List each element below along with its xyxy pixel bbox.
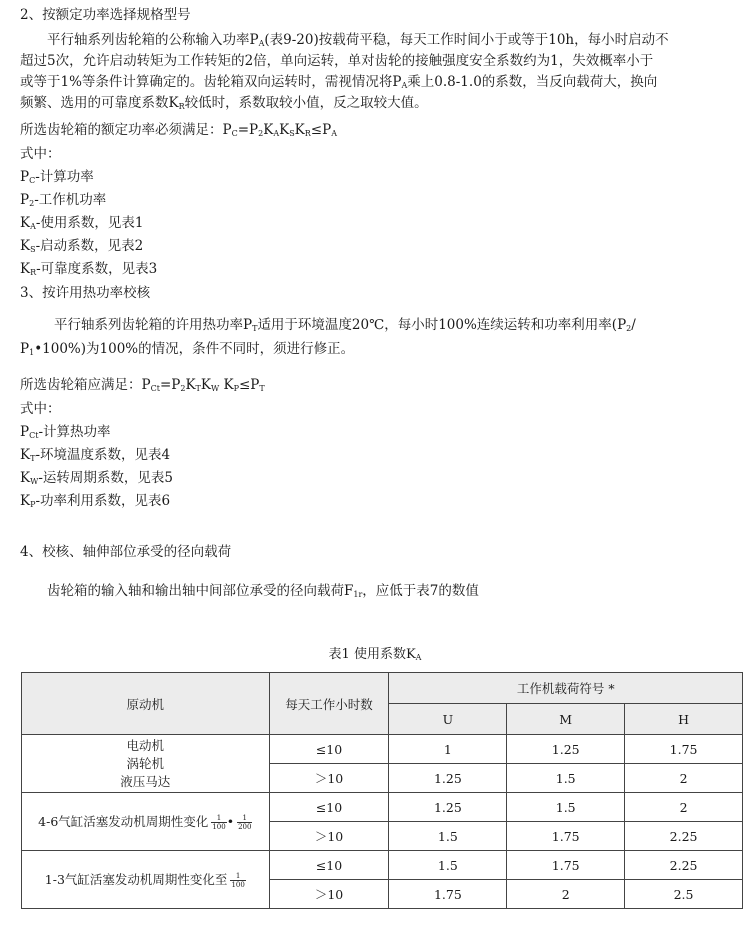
- section-3-heading: 3、按许用热功率校核: [20, 285, 151, 301]
- cell-hours: ≤10: [269, 735, 389, 764]
- prime-mover-1-3-cylinder: 1-3气缸活塞发动机周期性变化至 $\frac{1}{100}$: [22, 851, 270, 909]
- header-prime-mover: 原动机: [22, 673, 270, 735]
- table-1-service-factor: [21, 672, 743, 909]
- section-3-where: 式中：: [20, 401, 61, 417]
- cell-h: 2.5: [625, 880, 743, 909]
- cell-u: 1: [389, 735, 507, 764]
- cell-h: 1.75: [625, 735, 743, 764]
- section-2-heading: 2、按额定功率选择规格型号: [20, 7, 191, 23]
- section-2-where: 式中：: [20, 146, 61, 162]
- header-load-h: H: [625, 704, 743, 735]
- header-load-symbol: 工作机载荷符号 *: [389, 673, 743, 704]
- cell-u: 1.5: [389, 822, 507, 851]
- def-kr: $K_R-$可靠度系数，见表3: [20, 261, 158, 277]
- cell-m: 1.25: [507, 735, 625, 764]
- cell-u: 1.25: [389, 793, 507, 822]
- table-row: [22, 735, 743, 764]
- cell-u: 1.25: [389, 764, 507, 793]
- table-row: [22, 793, 743, 822]
- section-2-para-line-2: 超过5次，允许启动转矩为工作转矩的2倍，单向运转，单对齿轮的接触强度安全系数约为1，失效概率小于: [20, 53, 654, 69]
- cell-m: 1.5: [507, 764, 625, 793]
- header-hours-per-day: 每天工作小时数: [269, 673, 389, 735]
- def-kp: $K_P-$功率利用系数，见表6: [20, 493, 171, 509]
- def-pct: $P_{Ct}-$计算热功率: [20, 424, 111, 440]
- section-4-heading: 4、校核、轴伸部位承受的径向载荷: [20, 544, 232, 560]
- cell-h: 2.25: [625, 851, 743, 880]
- cell-hours: ＞10: [269, 822, 389, 851]
- def-kt: $K_T-$环境温度系数，见表4: [20, 447, 171, 463]
- cell-hours: ≤10: [269, 793, 389, 822]
- table-row: [22, 851, 743, 880]
- section-2-para-line-4: 频繁、选用的可靠度系数$K_R$较低时，系数取较小值，反之取较大值。: [20, 95, 428, 111]
- section-3-para-line-1: 平行轴系列齿轮箱的许用热功率$P_T$适用于环境温度20℃，每小时100%连续运转和功率利用率($P_2/$: [54, 317, 636, 333]
- cell-hours: ≤10: [269, 851, 389, 880]
- cell-m: 1.75: [507, 851, 625, 880]
- table-1-caption: 表1 使用系数$K_A$: [328, 647, 422, 662]
- header-load-u: U: [389, 704, 507, 735]
- section-2-para-line-3: 或等于1%等条件计算确定的。齿轮箱双向运转时，需视情况将$P_A$乘上0.8-1.0的系数，当反向载荷大，换向: [20, 74, 658, 90]
- cell-m: 1.75: [507, 822, 625, 851]
- cell-hours: ＞10: [269, 764, 389, 793]
- cell-h: 2: [625, 793, 743, 822]
- section-3-para-line-2: $P_1•100\%$)为100%的情况，条件不同时，须进行修正。: [20, 341, 355, 357]
- section-2-para-line-1: 平行轴系列齿轮箱的公称输入功率$P_A$(表9-20)按载荷平稳，每天工作时间小于或等于10h，每小时启动不: [47, 32, 669, 48]
- def-ks: $K_S-$启动系数，见表2: [20, 238, 144, 254]
- cell-h: 2: [625, 764, 743, 793]
- prime-mover-4-6-cylinder: 4-6气缸活塞发动机周期性变化 $\frac{1}{100}$ • $\frac{1}{200}$: [22, 793, 270, 851]
- prime-mover-electric: 电动机 涡轮机 液压马达: [22, 735, 270, 793]
- section-3-condition: 所选齿轮箱应满足：$P_{Ct}=P_2K_TK_W$ $K_P\le P_T$: [20, 377, 265, 393]
- def-ka: $K_A-$使用系数，见表1: [20, 215, 144, 231]
- header-load-m: M: [507, 704, 625, 735]
- cell-u: 1.5: [389, 851, 507, 880]
- section-2-condition: 所选齿轮箱的额定功率必须满足：$P_C=P_2K_AK_SK_R\le P_A$: [20, 122, 337, 138]
- cell-m: 2: [507, 880, 625, 909]
- def-p2: $P_2-$工作机功率: [20, 192, 107, 208]
- def-kw: $K_W-$运转周期系数，见表5: [20, 470, 173, 486]
- cell-hours: ＞10: [269, 880, 389, 909]
- cell-h: 2.25: [625, 822, 743, 851]
- def-pc: $P_C-$计算功率: [20, 169, 94, 185]
- cell-m: 1.5: [507, 793, 625, 822]
- cell-u: 1.75: [389, 880, 507, 909]
- section-4-para: 齿轮箱的输入轴和输出轴中间部位承受的径向载荷$F_{1r}$，应低于表7的数值: [47, 583, 479, 599]
